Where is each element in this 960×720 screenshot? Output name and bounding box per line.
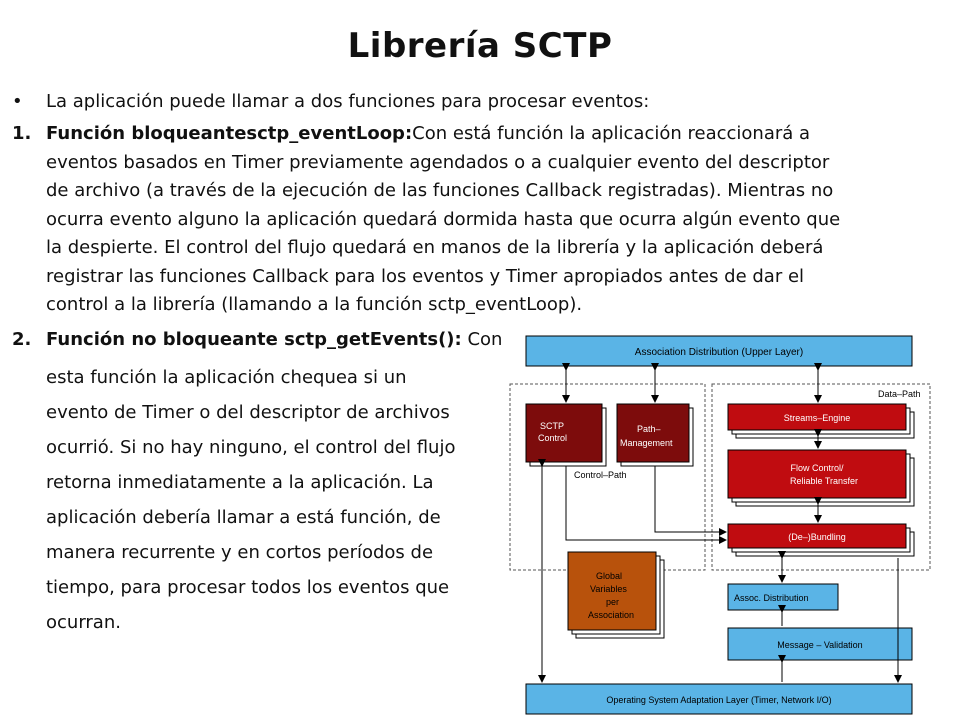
path-mgmt-label: Management (620, 438, 673, 448)
item1-line: eventos basados en Timer previamente agendados o a cualquier evento del descriptor (46, 151, 830, 173)
data-path-label: Data–Path (878, 389, 921, 399)
item2-body (46, 360, 506, 640)
item1-line: de archivo (a través de la ejecución de las funciones Callback registradas). Mientras no (46, 180, 834, 201)
streams-engine-label: Streams–Engine (783, 413, 851, 423)
item2-first-line (46, 326, 506, 354)
sctp-control-label: SCTP (540, 421, 565, 431)
upper-layer-label: Association Distribution (Upper Layer) (634, 347, 804, 358)
item1-body (46, 120, 916, 320)
control-path-label: Control–Path (574, 470, 627, 480)
message-validation-label: Message – Validation (777, 640, 863, 650)
item2-line: evento de Timer o del descriptor de archivos (46, 402, 450, 423)
list-number-1: 1. (12, 123, 32, 144)
item2-line: manera recurrente y en cortos períodos de (46, 542, 434, 563)
intro-text: La aplicación puede llamar a dos funciones para procesar eventos: (46, 91, 650, 112)
item1-line (46, 120, 916, 149)
slide-title: Librería SCTP (347, 26, 613, 66)
list-number-2: 2. (12, 329, 32, 350)
flow-control-box (728, 450, 906, 498)
path-mgmt-label: Path– (637, 424, 661, 434)
global-vars-label: Association (588, 610, 635, 620)
assoc-distribution-label: Assoc. Distribution (734, 593, 809, 603)
item2-line: ocurran. (46, 612, 121, 633)
item1-heading: Función bloqueantesctp_eventLoop: (46, 123, 413, 144)
flow-control-label: Flow Control/ (790, 463, 844, 473)
os-layer-label: Operating System Adaptation Layer (Timer, Network I/O) (606, 695, 832, 705)
item2-line: esta función la aplicación chequea si un (46, 367, 407, 388)
global-vars-label: per (606, 597, 620, 607)
item2-heading: Función no bloqueante sctp_getEvents(): (46, 329, 462, 350)
item1-line: ocurra evento alguno la aplicación quedará dormida hasta que ocurra algún evento que (46, 208, 841, 230)
item2-line: retorna inmediatamente a la aplicación. La (46, 472, 434, 493)
global-vars-label: Variables (590, 584, 627, 594)
flow-control-label: Reliable Transfer (789, 476, 859, 486)
item1-line: la despierte. El control del flujo quedará en manos de la librería y la aplicación deberá (46, 237, 824, 258)
bullet-icon: • (12, 91, 23, 112)
item2-line: aplicación debería llamar a está función, de (46, 507, 441, 528)
global-vars-label: Global (596, 571, 623, 581)
item1-line: registrar las funciones Callback para los eventos y Timer apropiados antes de dar el (46, 265, 805, 287)
sctp-control-label: Control (538, 433, 568, 443)
item1-line-text: Con está función la aplicación reaccionará a (412, 123, 811, 144)
item2-line: tiempo, para procesar todos los eventos que (46, 577, 450, 598)
bundling-label: (De–)Bundling (788, 532, 846, 542)
item2-first-tail: Con (467, 329, 503, 350)
arrow-path-bundling (655, 466, 726, 532)
item1-line: control a la librería (llamando a la función sctp_eventLoop). (46, 294, 583, 315)
item2-line: ocurrió. Si no hay ninguno, el control del flujo (46, 437, 456, 458)
